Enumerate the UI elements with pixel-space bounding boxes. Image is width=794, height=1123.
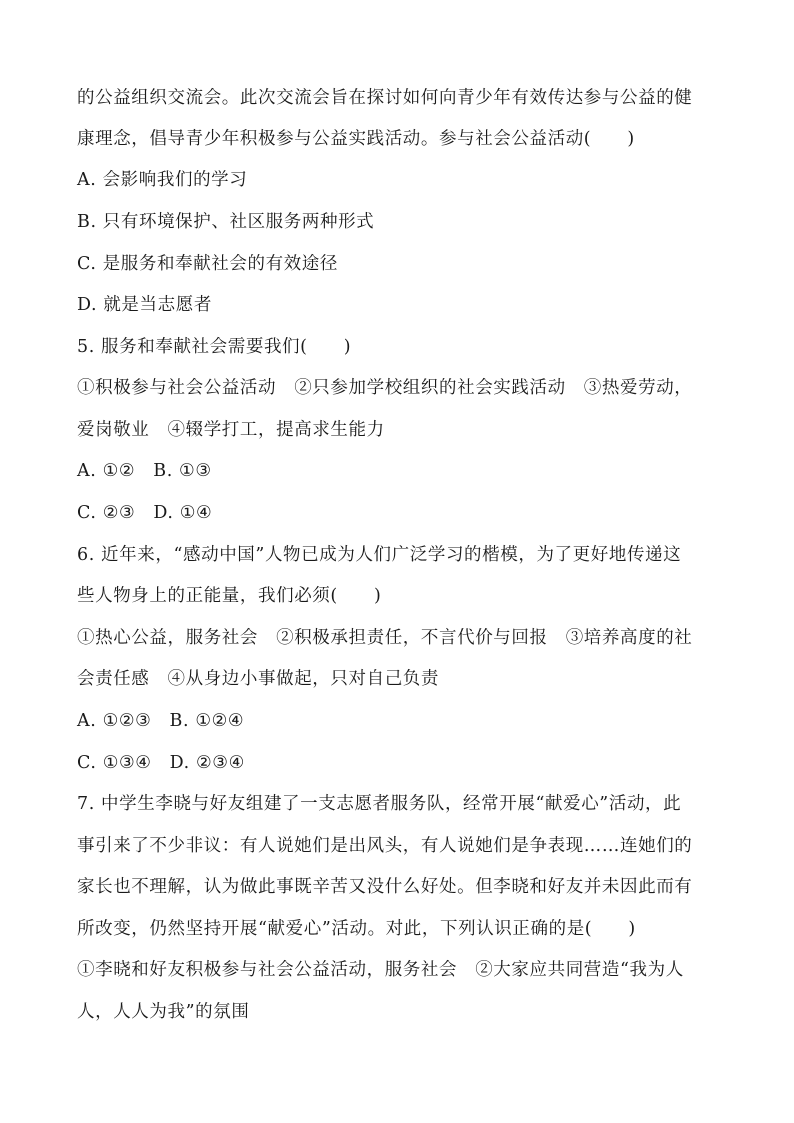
question-7-cont: 事引来了不少非议：有人说她们是出风头，有人说她们是争表现……连她们的 [77, 836, 693, 856]
statements-line: ①李晓和好友积极参与社会公益活动，服务社会 ②大家应共同营造“我为人 [77, 960, 684, 980]
statements-line: ①热心公益，服务社会 ②积极承担责任，不言代价与回报 ③培养高度的社 [77, 628, 693, 648]
question-7-cont: 所改变，仍然坚持开展“献爱心”活动。对此，下列认识正确的是( ) [77, 919, 636, 939]
question-5: 5. 服务和奉献社会需要我们( ) [77, 337, 352, 357]
options-cd: C. ①③④ D. ②③④ [77, 753, 245, 773]
text-line: 康理念，倡导青少年积极参与公益实践活动。参与社会公益活动( ) [77, 129, 635, 149]
options-cd: C. ②③ D. ①④ [77, 503, 213, 523]
text-line: 的公益组织交流会。此次交流会旨在探讨如何向青少年有效传达参与公益的健 [77, 88, 693, 108]
question-6-cont: 些人物身上的正能量，我们必须( ) [77, 586, 382, 606]
question-7-cont: 家长也不理解，认为做此事既辛苦又没什么好处。但李晓和好友并未因此而有 [77, 877, 693, 897]
question-7: 7. 中学生李晓与好友组建了一支志愿者服务队，经常开展“献爱心”活动，此 [77, 794, 682, 814]
statements-line: ①积极参与社会公益活动 ②只参加学校组织的社会实践活动 ③热爱劳动， [77, 378, 693, 398]
options-ab: A. ①②③ B. ①②④ [77, 711, 245, 731]
option-d: D. 就是当志愿者 [77, 295, 212, 315]
statements-line: 爱岗敬业 ④辍学打工，提高求生能力 [77, 420, 385, 440]
statements-line: 人，人人为我”的氛围 [77, 1002, 250, 1022]
option-b: B. 只有环境保护、社区服务两种形式 [77, 212, 375, 232]
statements-line: 会责任感 ④从身边小事做起，只对自己负责 [77, 669, 439, 689]
option-c: C. 是服务和奉献社会的有效途径 [77, 254, 338, 274]
question-6: 6. 近年来，“感动中国”人物已成为人们广泛学习的楷模，为了更好地传递这 [77, 545, 682, 565]
options-ab: A. ①② B. ①③ [77, 461, 212, 481]
option-a: A. 会影响我们的学习 [77, 170, 248, 190]
